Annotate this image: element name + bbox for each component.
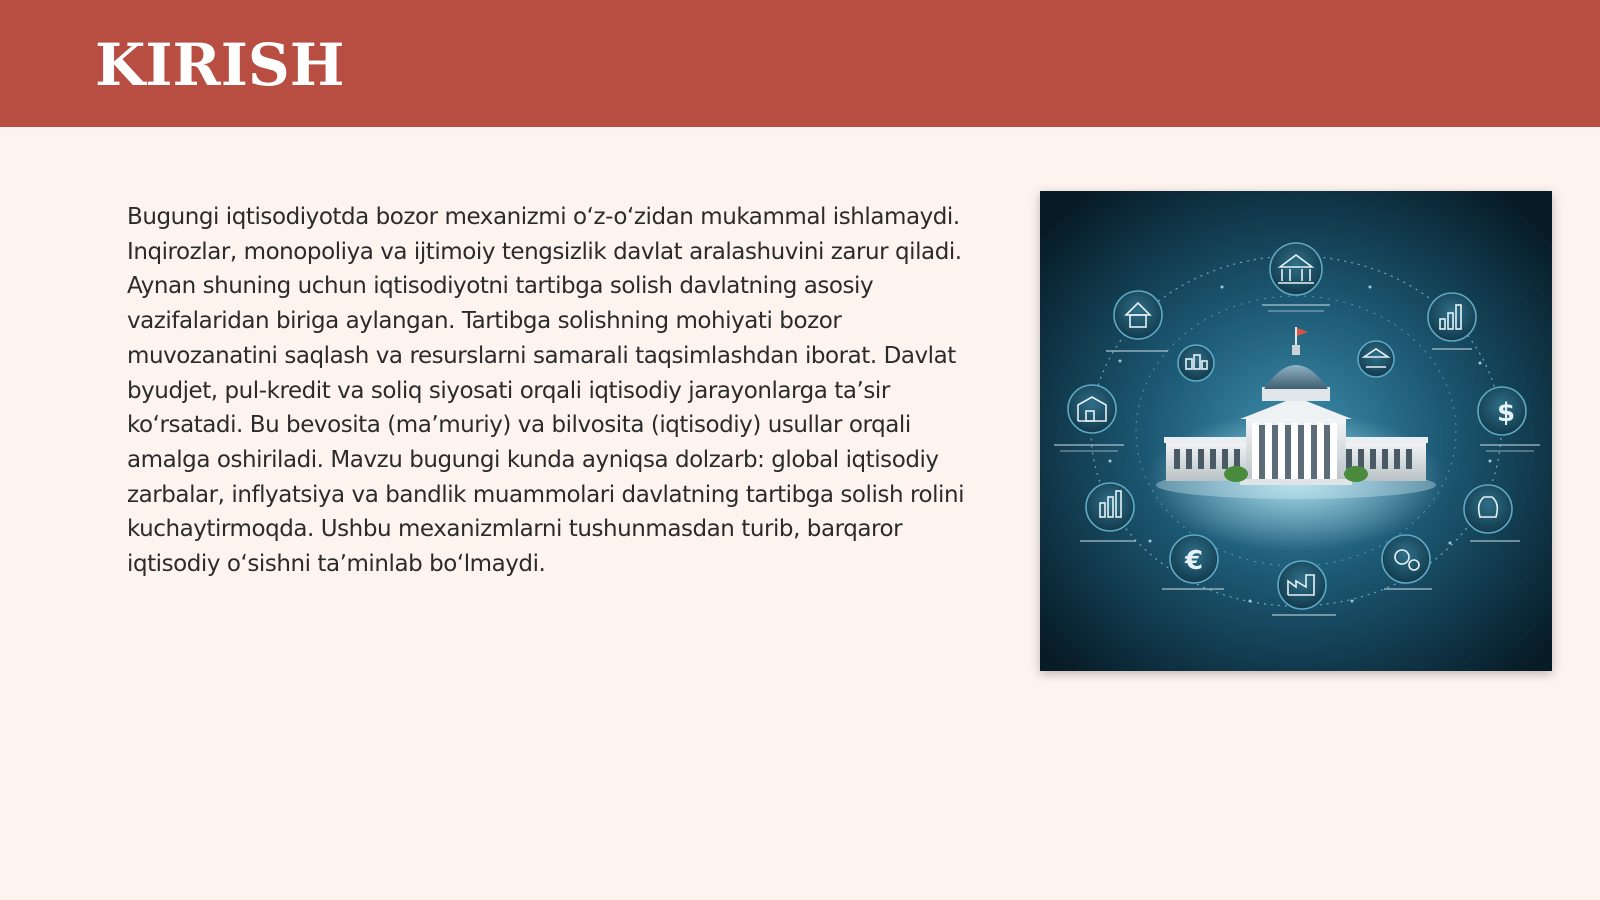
body-paragraph: Bugungi iqtisodiyotda bozor mexanizmi oʻz-oʻzidan mukammal ishlamaydi. Inqirozlar, monopoliya va ijtimoiy tengsizlik davlat aralashuvini zarur qiladi. Aynan shuning uchun iqtisodiyotni tartibga solish davlatning asosiy vazifalaridan biriga aylangan. Tartibga solishning mohiyati bozor muvozanatini saqlash va resurslarni samarali taqsimlashdan iborat. Davlat byudjet, pul-kredit va soliq siyosati orqali iqtisodiy jarayonlarga taʼsir koʻrsatadi. Bu bevosita (maʼmuriy) va bilvosita (iqtisodiy) usullar orqali amalga oshiriladi. Mavzu bugungi kunda ayniqsa dolzarb: global iqtisodiy zarbalar, inflyatsiya va bandlik muammolari davlatning tartibga solish rolini kuchaytirmoqda. Ushbu mexanizmlarni tushunmasdan turib, barqaror iqtisodiy oʻsishni taʼminlab boʻlmaydi. [127, 204, 965, 578]
city-icon [1178, 345, 1214, 381]
slide-title: KIRISH [95, 31, 345, 99]
government-economy-illustration [1040, 191, 1552, 671]
svg-text:€: € [1184, 546, 1204, 576]
svg-text:$: $ [1496, 398, 1516, 428]
bank-icon [1358, 341, 1394, 377]
